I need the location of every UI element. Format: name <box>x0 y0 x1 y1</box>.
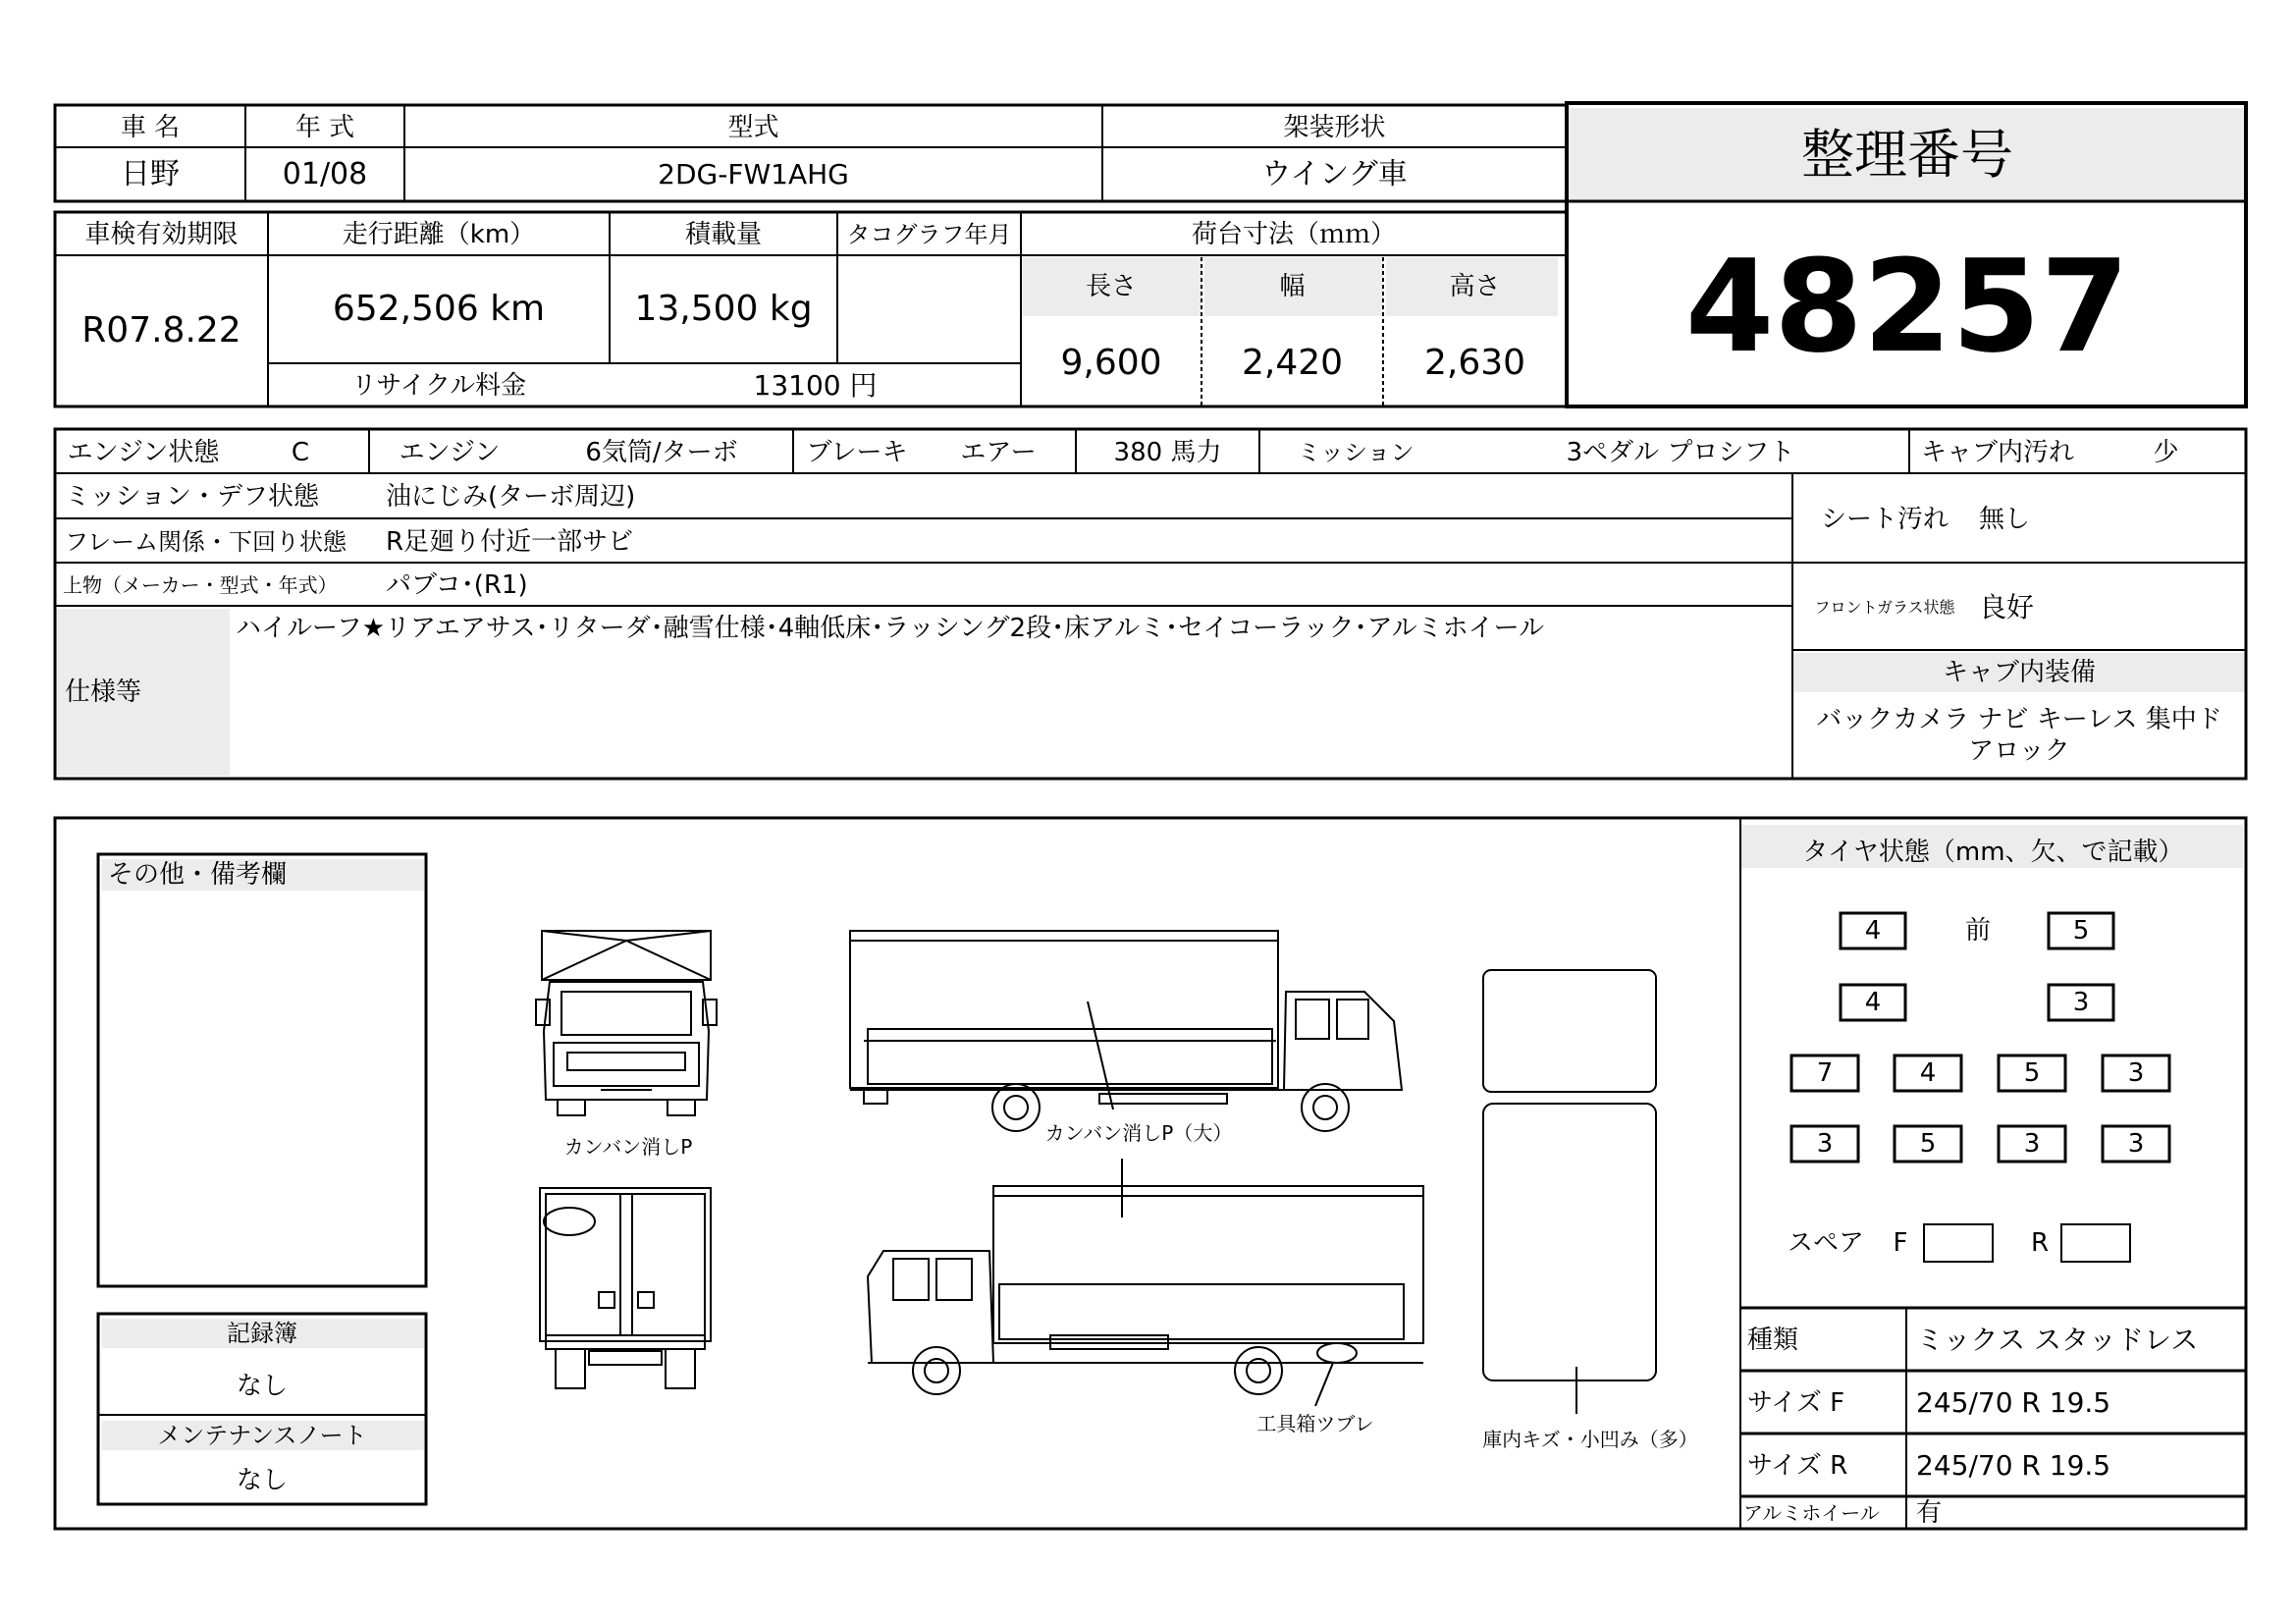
seat-label: シート汚れ <box>1820 504 1949 534</box>
tire-type-value: ミックス スタッドレス <box>1916 1324 2199 1356</box>
load-value: 13,500 kg <box>634 289 813 329</box>
mileage-value: 652,506 km <box>332 289 546 329</box>
glass-value: 良好 <box>1979 590 2035 623</box>
tire-rear1-3: 5 <box>2023 1058 2041 1088</box>
tire-rear1-2: 4 <box>1919 1058 1937 1088</box>
tire-type-label: 種類 <box>1747 1325 1799 1355</box>
tacho-value <box>837 257 1021 361</box>
frame-value: R足廻り付近一部サビ <box>386 526 634 557</box>
size-f-label: サイズ F <box>1747 1388 1845 1418</box>
glass-label: フロントガラス状態 <box>1814 597 1955 617</box>
height-label: 高さ <box>1449 272 1501 301</box>
cab-dirt-value: 少 <box>2153 437 2179 467</box>
truck-rear-view <box>540 1188 711 1388</box>
tire-front-left: 4 <box>1864 916 1882 946</box>
tire-rear2-4: 3 <box>2127 1129 2145 1159</box>
tire-rear1-1: 7 <box>1816 1058 1834 1088</box>
ref-label: 整理番号 <box>1801 123 2013 186</box>
maint-label: メンテナンスノート <box>157 1422 367 1449</box>
tire-title: タイヤ状態（mm、欠、で記載） <box>1802 838 2184 867</box>
length-value: 9,600 <box>1060 343 1162 383</box>
alu-label: アルミホイール <box>1743 1501 1880 1525</box>
note-side: カンバン消しP（大） <box>1044 1121 1233 1145</box>
tire-rear2-3: 3 <box>2023 1129 2041 1159</box>
spec-value: ハイルーフ★リアエアサス･リターダ･融雪仕様･4軸低床･ラッシング2段･床アルミ･セイコーラック･アルミホイール <box>236 614 1545 643</box>
engine-label: エンジン <box>399 437 501 467</box>
cab-equip-label: キャブ内装備 <box>1942 658 2096 687</box>
body-label: 架装形状 <box>1283 113 1386 142</box>
size-f-value: 245/70 R 19.5 <box>1916 1386 2111 1419</box>
truck-top-views <box>1483 970 1656 1414</box>
year-label: 年 式 <box>294 113 355 142</box>
spare-label: スペア <box>1787 1228 1864 1258</box>
frame-label: フレーム関係・下回り状態 <box>65 527 347 556</box>
tire-front-label: 前 <box>1964 916 1991 946</box>
cab-equip-line2: アロック <box>1968 736 2070 766</box>
model-label: 型式 <box>727 113 779 142</box>
year-value: 01/08 <box>282 157 368 191</box>
upper-value: パブコ･(R1) <box>386 570 528 600</box>
length-label: 長さ <box>1085 272 1137 301</box>
width-value: 2,420 <box>1241 343 1344 383</box>
ref-number: 48257 <box>1684 232 2130 381</box>
height-value: 2,630 <box>1423 343 1526 383</box>
truck-side-view-left <box>868 1159 1423 1406</box>
horsepower-value: 380 馬力 <box>1113 437 1222 467</box>
spec-label: 仕様等 <box>65 677 142 707</box>
mission-value: 3ペダル プロシフト <box>1566 437 1795 467</box>
load-label: 積載量 <box>684 220 762 249</box>
inspection-value: R07.8.22 <box>81 310 241 351</box>
note-toolbox: 工具箱ツブレ <box>1256 1412 1374 1435</box>
maint-value: なし <box>236 1466 288 1495</box>
size-r-label: サイズ R <box>1747 1451 1848 1481</box>
width-label: 幅 <box>1279 272 1306 301</box>
spare-f-label: F <box>1893 1228 1908 1258</box>
body-value: ウイング車 <box>1261 157 1408 191</box>
diff-label: ミッション・デフ状態 <box>65 482 319 512</box>
tire-rear2-1: 3 <box>1816 1129 1834 1159</box>
car-name-label: 車 名 <box>120 113 181 142</box>
tire-row2-left: 4 <box>1864 988 1882 1017</box>
mileage-label: 走行距離（km） <box>342 220 536 249</box>
engine-value: 6気筒/ターボ <box>585 437 738 467</box>
size-r-value: 245/70 R 19.5 <box>1916 1449 2111 1482</box>
spare-r-label: R <box>2030 1228 2050 1258</box>
brake-label: ブレーキ <box>806 437 908 467</box>
note-front: カンバン消しP <box>563 1135 693 1159</box>
truck-side-view-right <box>850 931 1402 1131</box>
recycle-label: リサイクル料金 <box>350 371 527 401</box>
brake-value: エアー <box>960 437 1037 467</box>
record-value: なし <box>236 1372 288 1401</box>
cab-dirt-label: キャブ内汚れ <box>1920 437 2074 467</box>
tire-front-right: 5 <box>2072 916 2090 946</box>
truck-front-view <box>536 931 717 1115</box>
cab-equip-line1: バックカメラ ナビ キーレス 集中ド <box>1816 705 2222 734</box>
note-interior: 庫内キズ・小凹み（多） <box>1482 1428 1698 1451</box>
upper-label: 上物（メーカー・型式・年式） <box>63 573 338 597</box>
model-value: 2DG-FW1AHG <box>658 158 849 190</box>
seat-value: 無し <box>1979 504 2031 534</box>
alu-value: 有 <box>1916 1498 1943 1528</box>
tire-rear1-4: 3 <box>2127 1058 2145 1088</box>
engine-state-label: エンジン状態 <box>67 437 220 467</box>
dims-label: 荷台寸法（ｍｍ） <box>1191 220 1396 249</box>
inspection-label: 車検有効期限 <box>84 220 239 249</box>
tire-rear2-2: 5 <box>1919 1129 1937 1159</box>
tire-row2-right: 3 <box>2072 988 2090 1017</box>
engine-state-value: C <box>291 437 310 467</box>
recycle-value: 13100 円 <box>753 369 878 402</box>
other-remarks-label: その他・備考欄 <box>108 860 288 890</box>
tacho-label: タコグラフ年月 <box>846 221 1012 248</box>
record-label: 記録簿 <box>227 1320 297 1347</box>
mission-label: ミッション <box>1297 438 1415 466</box>
diff-value: 油にじみ(ターボ周辺) <box>386 482 636 512</box>
car-name: 日野 <box>121 157 180 191</box>
